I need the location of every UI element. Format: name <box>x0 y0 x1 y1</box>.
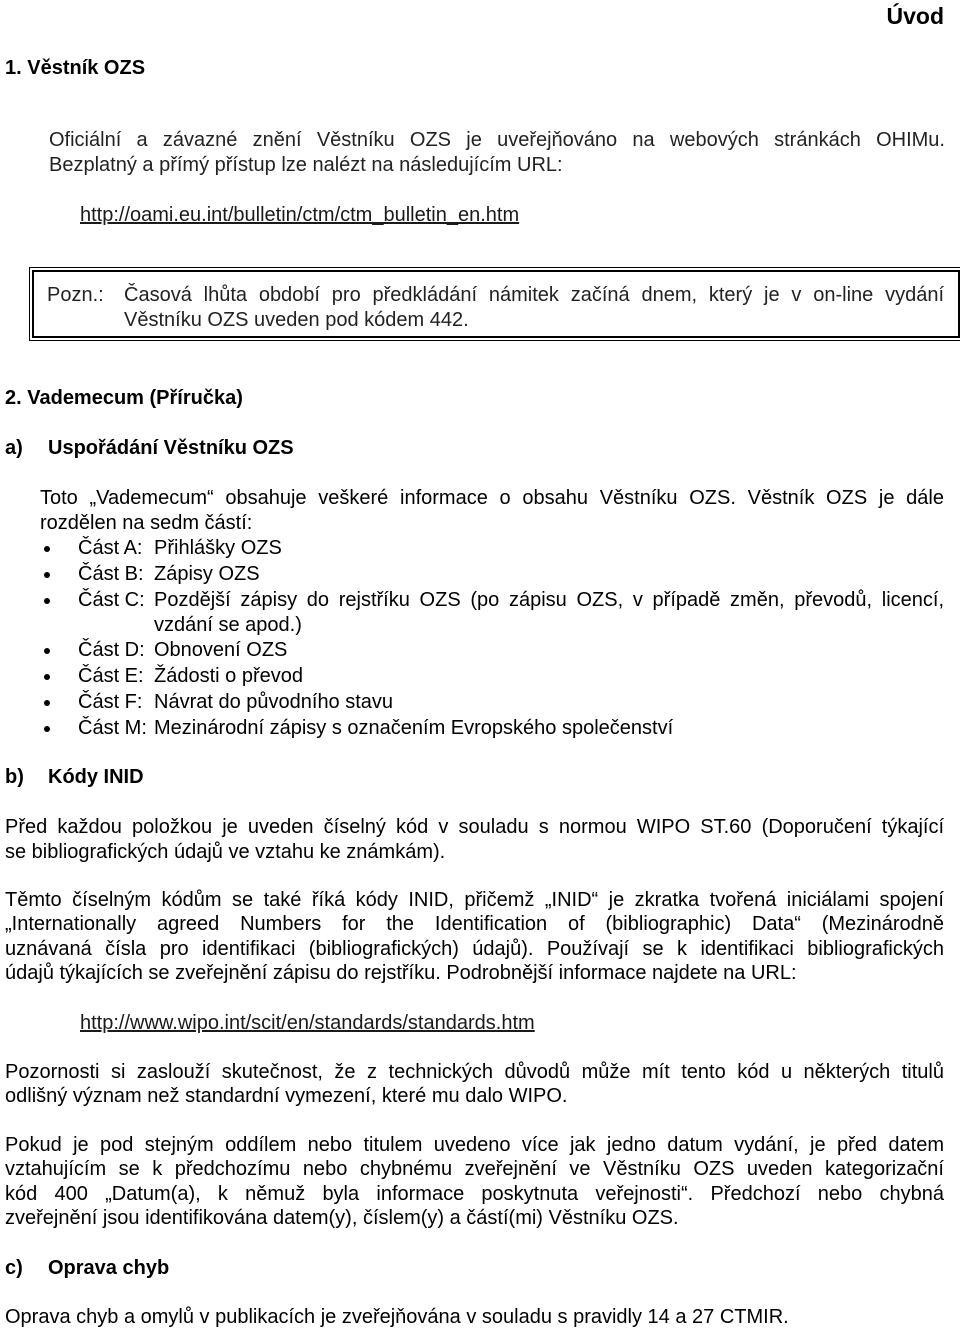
corrections-paragraph: Oprava chyb a omylů v publikacích je zveřejňována v souladu s pravidly 14 a 27 CTMIR. <box>5 1306 789 1328</box>
section-1-paragraph-line: Bezplatný a přímý přístup lze nalézt na následujícím URL: <box>49 154 563 176</box>
note-label: Pozn.: <box>47 284 104 306</box>
page-title: Úvod <box>886 3 944 29</box>
inid-paragraph-line: Před každou položkou je uveden číselný kód v souladu s normou WIPO ST.60 (Doporučení týkající <box>5 816 944 838</box>
subsection-a-intro-line: Toto „Vademecum“ obsahuje veškeré informace o obsahu Věstníku OZS. Věstník OZS je dále <box>40 487 944 509</box>
bullet-icon <box>44 572 50 578</box>
bullet-icon <box>44 648 50 654</box>
subsection-a-label: a) <box>5 437 23 459</box>
part-label: Část C: <box>78 589 145 611</box>
part-text: Mezinárodní zápisy s označením Evropského společenství <box>154 717 674 739</box>
bulletin-url-link[interactable]: http://oami.eu.int/bulletin/ctm/ctm_bulletin_en.htm <box>80 204 520 226</box>
part-label: Část A: <box>78 537 143 559</box>
inid-paragraph-line: uznávaná čísla pro identifikaci (bibliografických) údajů). Používají se k identifikaci bibliografických <box>5 938 944 960</box>
bullet-icon <box>44 700 50 706</box>
part-text: Obnovení OZS <box>154 639 288 661</box>
part-label: Část M: <box>78 717 147 739</box>
part-label: Část B: <box>78 563 144 585</box>
subsection-b-label: b) <box>5 766 24 788</box>
part-text: Zápisy OZS <box>154 563 260 585</box>
part-text: Pozdější zápisy do rejstříku OZS (po zápisu OZS, v případě změn, převodů, licencí, <box>154 589 944 611</box>
inid-paragraph-line: odlišný význam než standardní vymezení, které mu dalo WIPO. <box>5 1085 568 1107</box>
part-text: Žádosti o převod <box>154 665 303 687</box>
subsection-a-title: Uspořádání Věstníku OZS <box>48 437 294 459</box>
subsection-c-label: c) <box>5 1257 23 1279</box>
part-label: Část F: <box>78 691 143 713</box>
wipo-url-link[interactable]: http://www.wipo.int/scit/en/standards/standards.htm <box>80 1012 535 1034</box>
inid-paragraph-line: Těmto číselným kódům se také říká kódy INID, přičemž „INID“ je zkratka tvořená iniciálami spojení <box>5 889 944 911</box>
note-text-line: Časová lhůta období pro předkládání námitek začíná dnem, který je v on-line vydání <box>124 284 944 306</box>
section-2-heading: 2. Vademecum (Příručka) <box>5 387 243 409</box>
note-text-line: Věstníku OZS uveden pod kódem 442. <box>124 309 469 331</box>
subsection-a-intro-line: rozdělen na sedm částí: <box>40 512 253 534</box>
bullet-icon <box>44 598 50 604</box>
part-label: Část E: <box>78 665 144 687</box>
bullet-icon <box>44 546 50 552</box>
inid-paragraph-line: kód 400 „Datum(a), k němuž byla informace poskytnuta veřejnosti“. Předchozí nebo chybná <box>5 1183 944 1205</box>
part-label: Část D: <box>78 639 145 661</box>
inid-paragraph-line: Pozornosti si zaslouží skutečnost, že z technických důvodů může mít tento kód u některých titulů <box>5 1061 944 1083</box>
section-1-paragraph-line: Oficiální a závazné znění Věstníku OZS je uveřejňováno na webových stránkách OHIMu. <box>49 129 945 151</box>
subsection-c-title: Oprava chyb <box>48 1257 170 1279</box>
bullet-icon <box>44 726 50 732</box>
subsection-b-title: Kódy INID <box>48 766 144 788</box>
part-text-continued: vzdání se apod.) <box>154 614 302 636</box>
bullet-icon <box>44 674 50 680</box>
part-text: Přihlášky OZS <box>154 537 282 559</box>
inid-paragraph-line: „Internationally agreed Numbers for the Identification of (bibliographic) Data“ (Mezinárodně <box>5 913 944 935</box>
inid-paragraph-line: se bibliografických údajů ve vztahu ke známkám). <box>5 841 446 863</box>
part-text: Návrat do původního stavu <box>154 691 394 713</box>
section-1-heading: 1. Věstník OZS <box>5 57 146 79</box>
inid-paragraph-line: zveřejnění jsou identifikována datem(y), číslem(y) a částí(mi) Věstníku OZS. <box>5 1207 679 1229</box>
inid-paragraph-line: vztahujícím se k předchozímu nebo chybnému zveřejnění ve Věstníku OZS uveden kategorizační <box>5 1158 944 1180</box>
inid-paragraph-line: Pokud je pod stejným oddílem nebo titulem uvedeno více jak jedno datum vydání, je před datem <box>5 1134 944 1156</box>
inid-paragraph-line: údajů týkajících se zveřejnění zápisu do rejstříku. Podrobnější informace najdete na URL: <box>5 962 797 984</box>
